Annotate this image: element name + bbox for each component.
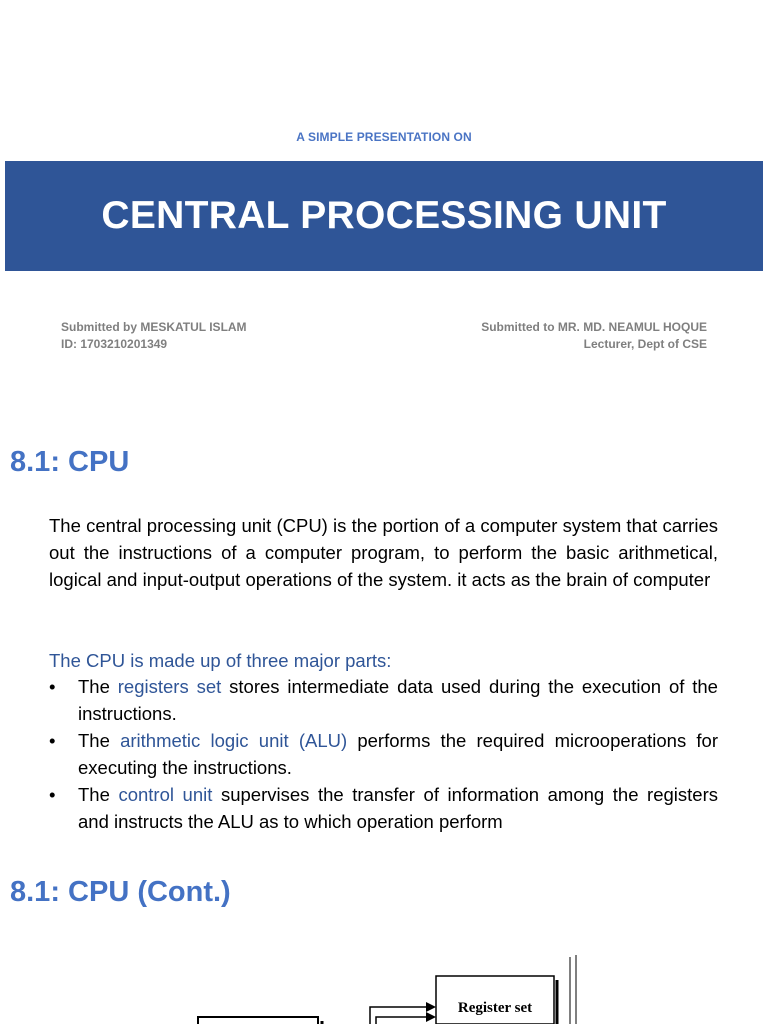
- list-item: [49, 727, 718, 781]
- submitted-to-block: [481, 319, 707, 353]
- arrow-head-lower: [426, 1012, 436, 1022]
- input-line-upper: [370, 1007, 428, 1024]
- bullet-prefix: The: [78, 676, 118, 697]
- bullet-icon: •: [49, 730, 56, 751]
- list-item: [49, 781, 718, 835]
- cpu-parts-list: [49, 673, 718, 835]
- cpu-block-diagram: [180, 955, 600, 1024]
- bullet-text: supervises the transfer of information among the registers and instructs the ALU as to which operation perform: [78, 784, 718, 832]
- input-line-lower: [376, 1017, 428, 1024]
- presentation-title: CENTRAL PROCESSING UNIT: [101, 194, 667, 237]
- highlight-term: control unit: [118, 784, 213, 805]
- cpu-parts-intro: The CPU is made up of three major parts:: [49, 650, 392, 671]
- title-banner: [5, 161, 763, 271]
- bullet-icon: •: [49, 784, 56, 805]
- section-heading-cpu: 8.1: CPU: [10, 446, 130, 478]
- left-block: [198, 1017, 318, 1024]
- presentation-subtitle: A SIMPLE PRESENTATION ON: [296, 130, 472, 144]
- highlight-term: registers set: [117, 676, 222, 697]
- submitted-by-block: [61, 319, 247, 353]
- bullet-prefix: The: [78, 784, 119, 805]
- list-item: [49, 673, 718, 727]
- bullet-text: stores intermediate data used during the execution of the instructions.: [78, 676, 718, 724]
- highlight-term: arithmetic logic unit (ALU): [120, 730, 348, 751]
- submitted-by-id: ID: 1703210201349: [61, 337, 168, 351]
- register-set-label: Register set: [457, 1000, 533, 1016]
- submitted-by-name: Submitted by MESKATUL ISLAM: [61, 320, 247, 334]
- bullet-icon: •: [49, 676, 56, 697]
- submitted-to-role: Lecturer, Dept of CSE: [583, 337, 707, 351]
- bullet-prefix: The: [78, 730, 121, 751]
- bullet-text: performs the required microoperations for executing the instructions.: [78, 730, 719, 778]
- arrow-head-upper: [426, 1002, 436, 1012]
- submitted-to-name: Submitted to MR. MD. NEAMUL HOQUE: [481, 320, 707, 334]
- section-heading-cpu-cont: 8.1: CPU (Cont.): [10, 876, 231, 908]
- cpu-description: The central processing unit (CPU) is the portion of a computer system that carries out the instructions of a computer program, to perform the basic arithmetical, logical and input-output operations of the system. it acts as the brain of computer: [49, 515, 718, 590]
